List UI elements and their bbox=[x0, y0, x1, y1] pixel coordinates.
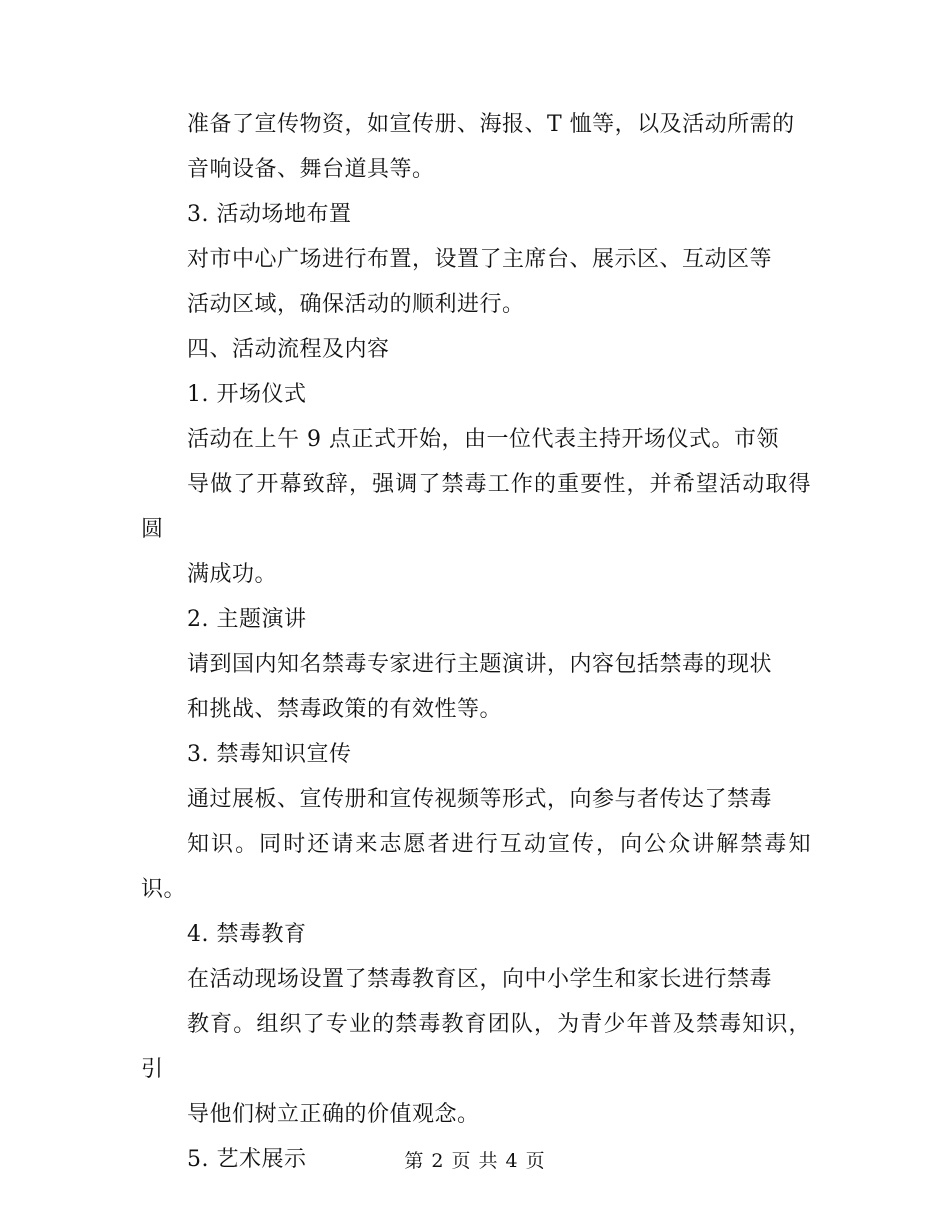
text-line: 和挑战、禁毒政策的有效性等。 bbox=[187, 697, 503, 722]
paragraph-knowledge bbox=[141, 777, 811, 912]
heading-section-four bbox=[141, 327, 811, 372]
text-line: 导他们树立正确的价值观念。 bbox=[187, 1102, 480, 1127]
page-number-footer: 第 2 页 共 4 页 bbox=[404, 1150, 546, 1172]
text-line: 通过展板、宣传册和宣传视频等形式，向参与者传达了禁毒 bbox=[187, 787, 773, 812]
text-line: 1. 开场仪式 bbox=[187, 382, 307, 407]
document-body bbox=[141, 102, 811, 1182]
text-line: 活动在上午 9 点正式开始，由一位代表主持开场仪式。市领 bbox=[187, 427, 779, 452]
text-line: 在活动现场设置了禁毒教育区，向中小学生和家长进行禁毒 bbox=[187, 967, 773, 992]
text-line: 2. 主题演讲 bbox=[187, 607, 307, 632]
paragraph-venue bbox=[141, 237, 811, 327]
text-line: 5. 艺术展示 bbox=[187, 1147, 307, 1172]
text-line: 导做了开幕致辞，强调了禁毒工作的重要性，并希望活动取得圆 bbox=[141, 472, 811, 542]
text-line: 对市中心广场进行布置，设置了主席台、展示区、互动区等 bbox=[187, 247, 773, 272]
heading-education bbox=[141, 912, 811, 957]
heading-opening-ceremony bbox=[141, 372, 811, 417]
text-line: 3. 禁毒知识宣传 bbox=[187, 742, 352, 767]
heading-keynote bbox=[141, 597, 811, 642]
text-line: 四、活动流程及内容 bbox=[187, 337, 390, 362]
text-line: 请到国内知名禁毒专家进行主题演讲，内容包括禁毒的现状 bbox=[187, 652, 773, 677]
text-line: 知识。同时还请来志愿者进行互动宣传，向公众讲解禁毒知识。 bbox=[141, 832, 811, 902]
heading-knowledge-promotion bbox=[141, 732, 811, 777]
text-line: 准备了宣传物资，如宣传册、海报、T 恤等，以及活动所需的 bbox=[187, 112, 795, 137]
paragraph-education bbox=[141, 957, 811, 1137]
text-line: 活动区域，确保活动的顺利进行。 bbox=[187, 292, 525, 317]
text-line: 满成功。 bbox=[187, 562, 278, 587]
text-line: 教育。组织了专业的禁毒教育团队，为青少年普及禁毒知识，引 bbox=[141, 1012, 811, 1082]
heading-venue-setup bbox=[141, 192, 811, 237]
paragraph-keynote bbox=[141, 642, 811, 732]
paragraph-materials bbox=[141, 102, 811, 192]
paragraph-opening bbox=[141, 417, 811, 597]
text-line: 音响设备、舞台道具等。 bbox=[187, 157, 435, 182]
text-line: 4. 禁毒教育 bbox=[187, 922, 307, 947]
text-line: 3. 活动场地布置 bbox=[187, 202, 352, 227]
